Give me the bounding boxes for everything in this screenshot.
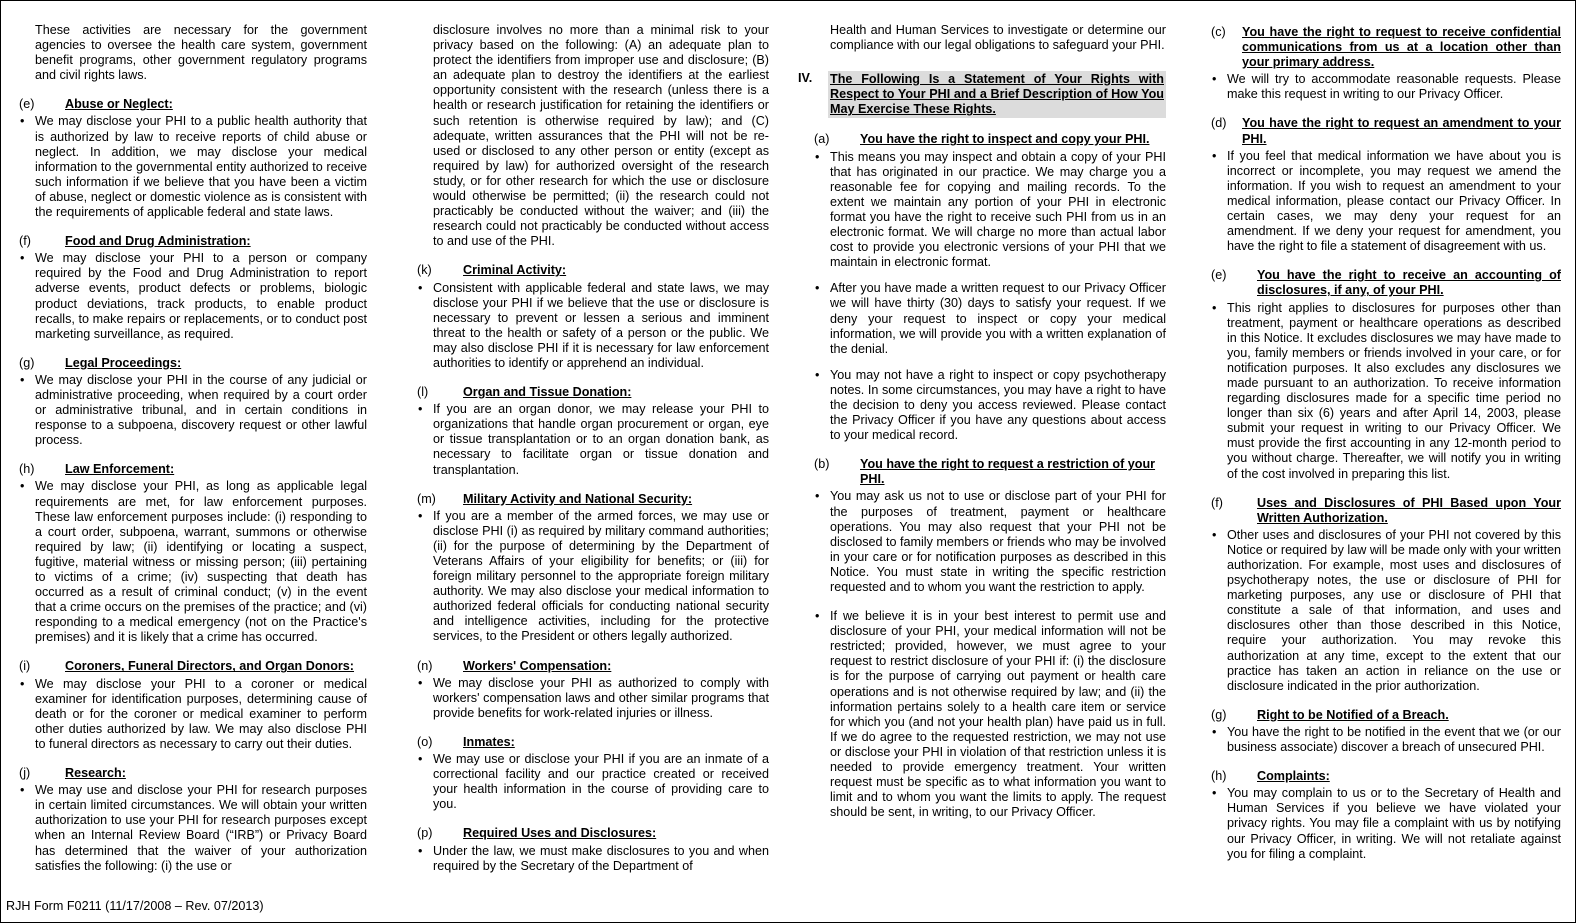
bullet-paragraph: • We will try to accommodate reasonable requests. Please make this request in writing to our Privacy Officer.	[1211, 72, 1561, 102]
section-title: You have the right to request a restriction of your PHI.	[860, 457, 1156, 487]
section-letter: (g)	[1211, 707, 1227, 722]
section-k-heading	[417, 263, 769, 278]
section-title: Inmates:	[463, 734, 515, 749]
section-letter: (a)	[814, 132, 830, 147]
bullet-paragraph: • We may disclose your PHI to a public health authority that is authorized by law to receive reports of child abuse or neglect. In addition, we may disclose your medical information to the governmental entity authorized to receive such information if we believe that you have been a victim of abuse, neglect or domestic violence as is consistent with the requirements of applicable federal and state laws.	[19, 114, 367, 220]
section-title: Workers' Compensation:	[463, 658, 612, 673]
column-4	[1211, 23, 1561, 862]
column-1	[19, 23, 367, 874]
section-title: Criminal Activity:	[463, 263, 567, 278]
bullet-paragraph: • We may disclose your PHI, as long as applicable legal requirements are met, for law enforcement purposes. These law enforcement purposes include: (i) responding to a court order, subpoena, warrant, summons or otherwise required by law; (ii) identifying or locating a suspect, fugitive, material witness or missing person; (iii) pertaining to victims of a crime; (iv) suspecting that death has occurred as a result of criminal conduct; (v) in the event that a crime occurs on the premises of the practice; and (vi) responding to a medical emergency (not on the Practice's premises) and it is likely that a crime has occurred.	[19, 479, 367, 645]
section-title: You have the right to request an amendment to your PHI.	[1242, 116, 1561, 146]
section-title: You have the right to receive an accounting of disclosures, if any, of your PHI.	[1257, 268, 1561, 298]
bullet-paragraph: • We may disclose your PHI as authorized to comply with workers' compensation laws and other similar programs that provide benefits for work-related injuries or illness.	[417, 676, 769, 721]
column-3	[798, 23, 1166, 820]
section-letter: (h)	[1211, 769, 1227, 784]
section-letter: (i)	[19, 659, 31, 674]
bullet-paragraph: • Under the law, we must make disclosures to you and when required by the Secretary of the Department of	[417, 844, 769, 874]
section-title: Military Activity and National Security:	[463, 491, 693, 506]
bullet-paragraph: • You may ask us not to use or disclose part of your PHI for the purposes of treatment, payment or healthcare operations. You may also request that your PHI not be disclosed to family members or friends who may be involved in your care or for notification purposes as described in this Notice. You must state in writing the specific restriction requested and to whom you want the restriction to apply.	[814, 489, 1166, 595]
right-c-heading	[1211, 25, 1561, 70]
bullet-paragraph: • We may disclose your PHI in the course of any judicial or administrative proceeding, when required by a court order or administrative tribunal, and in certain conditions in response to a subpoena, discovery request or other lawful process.	[19, 373, 367, 448]
bullet-paragraph: • You may not have a right to inspect or copy psychotherapy notes. In some circumstances, you may have a right to have the decision to deny you access reviewed. Please contact the Privacy Officer if you have any questions about access to your medical record.	[814, 368, 1166, 443]
bullet-paragraph: • You may complain to us or to the Secretary of Health and Human Services if you believe we have violated your privacy rights. You may file a complaint with us by notifying our Privacy Officer, in writing. We will not retaliate against you for filing a complaint.	[1211, 786, 1561, 861]
bullet-paragraph: • If you are an organ donor, we may release your PHI to organizations that handle organ procurement or organ, eye or tissue transplantation or to an organ donation bank, as necessary to facilitate organ or tissue donation and transplantation.	[417, 402, 769, 477]
section-letter: (e)	[1211, 268, 1227, 283]
section-title: Law Enforcement:	[65, 462, 175, 477]
section-letter: (n)	[417, 658, 433, 673]
section-letter: (c)	[1211, 25, 1226, 39]
bullet-paragraph: • We may disclose your PHI to a coroner or medical examiner for identification purposes, determining cause of death or for the coroner or medical examiner to perform other duties authorized by law. We may also disclose PHI to funeral directors as necessary to carry out their duties.	[19, 677, 367, 752]
section-p-heading	[417, 826, 769, 841]
bullet-paragraph: • If you are a member of the armed forces, we may use or disclose PHI (i) as required by military command authorities; (ii) for the purpose of determining by the Department of Veterans Affairs of your eligibility for benefits; or (iii) for foreign military personnel to the appropriate foreign military authority. We may also disclose your medical information to authorized federal officials for conducting national security and intelligence activities, including for the protective services, to the President or others legally authorized.	[417, 509, 769, 645]
section-title: Right to be Notified of a Breach.	[1257, 707, 1449, 722]
bullet-paragraph: • We may use and disclose your PHI for research purposes in certain limited circumstances. We will obtain your written authorization to use your PHI for research purposes except when an Internal Review Board (“IRB”) or Privacy Board has determined that the waiver of your authorization satisfies the following: (i) the use or	[19, 783, 367, 874]
section-letter: (o)	[417, 734, 433, 749]
section-letter: (f)	[1211, 495, 1223, 510]
section-letter: (b)	[814, 457, 830, 472]
section-title: Coroners, Funeral Directors, and Organ Donors:	[65, 659, 355, 674]
right-a-heading	[798, 132, 1166, 147]
bullet-paragraph: • If we believe it is in your best interest to permit use and disclosure of your PHI, your medical information will not be restricted; provided, however, we must agree to your request to restrict disclosure of your PHI if: (i) the disclosure is for the purpose of carrying out payment or health care operations and is not otherwise required by law; and (ii) the information pertains solely to a health care item or service for which you (and not your health plan) have paid us in full. If we do agree to the requested restriction, we may not use or disclose your PHI in violation of that restriction unless it is needed to provide emergency treatment. Your written request must be specific as to what information you want to limit and to whom you want the limits to apply. The request should be sent, in writing, to our Privacy Officer.	[814, 609, 1166, 820]
bullet-paragraph: • We may use or disclose your PHI if you are an inmate of a correctional facility and our practice created or received your health information in the course of providing care to you.	[417, 752, 769, 812]
section-number: IV.	[798, 71, 813, 86]
bullet-paragraph: • We may disclose your PHI to a person or company required by the Food and Drug Administration to report adverse events, product defects or problems, biologic product deviations, track products, to enable product recalls, to make repairs or replacements, or to conduct post marketing surveillance, as required.	[19, 251, 367, 342]
section-letter: (f)	[19, 234, 31, 249]
section-title: Complaints:	[1257, 769, 1330, 784]
section-iv-title: The Following Is a Statement of Your Rights with Respect to Your PHI and a Brief Description of How You May Exercise These Rights.	[828, 71, 1166, 118]
bullet-paragraph: • You have the right to be notified in the event that we (or our business associate) discover a breach of unsecured PHI.	[1211, 725, 1561, 755]
section-title: You have the right to inspect and copy your PHI.	[860, 132, 1150, 147]
section-letter: (l)	[417, 385, 429, 400]
section-letter: (k)	[417, 263, 432, 278]
section-title: You have the right to request to receive confidential communications from us at a location other than your primary address.	[1242, 25, 1561, 70]
bullet-paragraph: • After you have made a written request to our Privacy Officer we will have thirty (30) days to satisfy your request. If we deny your request to inspect or copy your medical information, we will provide you with a written explanation of the denial.	[814, 281, 1166, 356]
section-title: Required Uses and Disclosures:	[463, 826, 657, 841]
section-letter: (e)	[19, 97, 35, 112]
section-title: Uses and Disclosures of PHI Based upon Your Written Authorization.	[1257, 495, 1561, 525]
right-b-heading	[798, 457, 1166, 487]
right-h-heading	[1211, 769, 1561, 784]
section-title: Abuse or Neglect:	[65, 97, 173, 112]
section-letter: (d)	[1211, 116, 1227, 131]
section-h-heading	[19, 462, 367, 477]
bullet-paragraph: • Consistent with applicable federal and state laws, we may disclose your PHI if we believe that the use or disclosure is necessary to prevent or lessen a serious and imminent threat to the health or safety of a person or the public. We may also disclose PHI if it is necessary for law enforcement authorities to identify or apprehend an individual.	[417, 281, 769, 372]
section-title: Food and Drug Administration:	[65, 234, 251, 249]
column-2	[417, 23, 769, 874]
right-d-heading	[1211, 116, 1561, 146]
section-l-heading	[417, 385, 769, 400]
section-letter: (h)	[19, 462, 35, 477]
form-footer: RJH Form F0211 (11/17/2008 – Rev. 07/2013)	[6, 899, 264, 913]
continued-paragraph: Health and Human Services to investigate or determine our compliance with our legal obligations to safeguard your PHI.	[830, 23, 1166, 53]
section-o-heading	[417, 735, 769, 750]
bullet-paragraph: • This means you may inspect and obtain a copy of your PHI that has originated in our practice. We may charge you a reasonable fee for copying and mailing records. To the extent we maintain any portion of your PHI in electronic format you have the right to receive such PHI from us in an electronic format. We will charge no more than actual labor cost to provide you electronic versions of your PHI that we maintain in electronic format.	[814, 150, 1166, 271]
bullet-paragraph: • This right applies to disclosures for purposes other than treatment, payment or healthcare operations as described in this Notice. It excludes disclosures we may have made to you, family members or friends involved in your care, or for notification purposes. It also excludes any disclosures we made pursuant to an authorization. To receive information regarding disclosures made for a specific time period no longer than six (6) years and after April 14, 2003, please submit your request in writing to our Privacy Officer. We must provide the first accounting in any 12-month period to you without charge. Thereafter, we will notify you in writing of the cost involved in preparing this list.	[1211, 301, 1561, 482]
right-f-heading	[1211, 496, 1561, 526]
bullet-paragraph: • Other uses and disclosures of your PHI not covered by this Notice or required by law will be made only with your written authorization. For example, most uses and disclosures of psychotherapy notes, the use or disclosure of PHI for marketing purposes, any use or disclosure of PHI that constitute a sale of that information, and uses and disclosures other than those described in this Notice, require your authorization. You may revoke this authorization at any time, except to the extent that our practice has taken an action in reliance on the use or disclosure indicated in the prior authorization.	[1211, 528, 1561, 694]
continued-paragraph: disclosure involves no more than a minimal risk to your privacy based on the following: (A) an adequate plan to protect the identifiers from improper use and disclosure; (B) an adequate plan to destroy the identifiers at the earliest opportunity consistent with the research (unless there is a health or research justification for retaining the identifiers or such retention is otherwise required by law); and (C) adequate, written assurances that the PHI will not be re-used or disclosed to any other person or entity (except as required by law) for authorized oversight of the research study, or for other research for which the use or disclosure would otherwise be permitted; (ii) the research could not practicably be conducted without the waiver; and (iii) the research could not practicably be conducted without access to and use of the PHI.	[433, 23, 769, 249]
section-letter: (j)	[19, 766, 31, 781]
section-e-heading	[19, 97, 367, 112]
section-g-heading	[19, 356, 367, 371]
right-g-heading	[1211, 708, 1561, 723]
section-n-heading	[417, 659, 769, 674]
section-i-heading	[19, 659, 367, 674]
section-letter: (g)	[19, 355, 35, 370]
section-iv-heading	[798, 71, 1166, 118]
section-title: Legal Proceedings:	[65, 355, 182, 370]
right-e-heading	[1211, 268, 1561, 298]
section-title: Organ and Tissue Donation:	[463, 385, 632, 400]
section-letter: (m)	[417, 491, 436, 506]
section-title: Research:	[65, 766, 126, 781]
section-m-heading	[417, 492, 769, 507]
section-letter: (p)	[417, 826, 433, 841]
section-f-heading	[19, 234, 367, 249]
bullet-paragraph: • If you feel that medical information we have about you is incorrect or incomplete, you may request we amend the information. If you wish to request an amendment to your medical information, please contact our Privacy Officer. In certain cases, we may deny your request for an amendment. If we deny your request for amendment, you have the right to file a statement of disagreement with us.	[1211, 149, 1561, 255]
section-j-heading	[19, 766, 367, 781]
intro-paragraph: These activities are necessary for the government agencies to oversee the health care system, government benefit programs, other government regulatory programs and civil rights laws.	[35, 23, 367, 83]
